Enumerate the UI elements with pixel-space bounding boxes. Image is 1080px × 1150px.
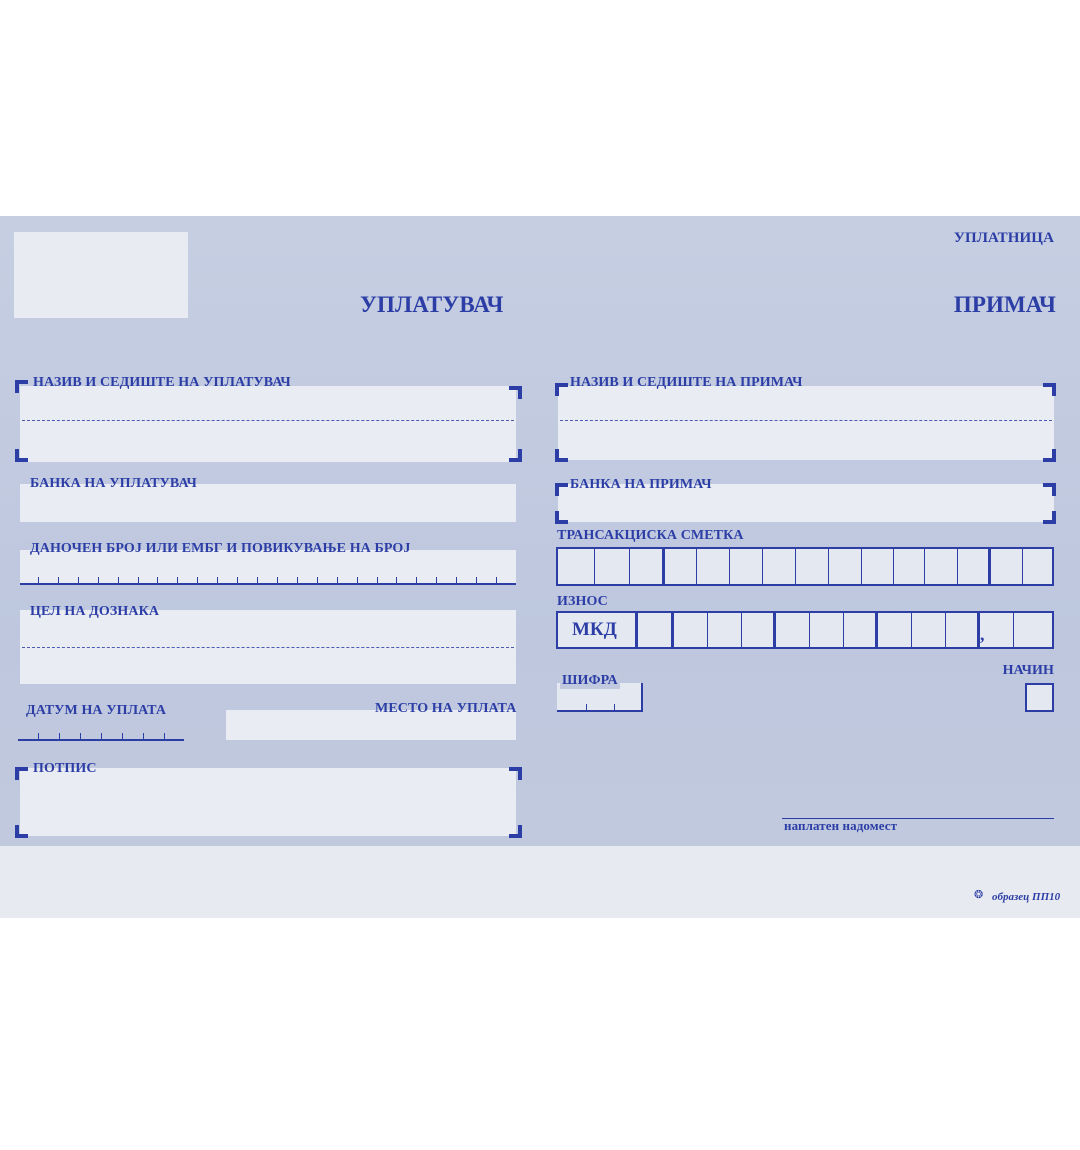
payment-slip-form [0,216,1080,918]
account-label: ТРАНСАКЦИСКА СМЕТКА [557,528,744,543]
corner-mark [555,483,568,496]
digit-cell[interactable] [878,613,912,647]
tick-mark [143,733,144,739]
printer-logo-icon: ❂ [974,889,984,901]
tick-mark [164,733,165,739]
digit-cell[interactable] [862,549,894,584]
tick-mark [38,733,39,739]
digit-cell[interactable] [665,549,698,584]
purpose-divider [22,647,514,648]
digit-cell[interactable] [844,613,878,647]
tax-number-baseline [20,583,516,585]
tick-mark [436,577,437,583]
tax-number-label: ДАНОЧЕН БРОЈ ИЛИ ЕМБГ И ПОВИКУВАЊЕ НА БРОЈ [30,541,411,556]
signature-label: ПОТПИС [33,761,97,776]
tick-mark [496,577,497,583]
corner-mark [509,825,522,838]
fee-label: наплатен надомест [784,818,898,833]
digit-cell[interactable] [912,613,946,647]
tick-mark [257,577,258,583]
corner-mark [509,386,522,399]
corner-mark [1043,511,1056,524]
corner-mark [1043,383,1056,396]
tick-mark [317,577,318,583]
method-label: НАЧИН [1002,663,1054,678]
payer-name-label: НАЗИВ И СЕДИШТЕ НА УПЛАТУВАЧ [33,375,291,390]
corner-mark [15,380,28,393]
tick-mark [59,733,60,739]
currency-label: МКД [572,619,617,640]
date-label: ДАТУМ НА УПЛАТА [26,703,167,718]
digit-cell[interactable] [1023,549,1052,584]
digit-cell[interactable] [829,549,862,584]
digit-cell[interactable] [558,549,595,584]
tick-mark [416,577,417,583]
digit-cell[interactable] [730,549,763,584]
date-baseline [18,739,184,741]
digit-cell[interactable] [742,613,776,647]
tick-mark [78,577,79,583]
recipient-bank-label: БАНКА НА ПРИМАЧ [570,477,712,492]
corner-mark [15,767,28,780]
digit-cell[interactable] [630,549,665,584]
code-label: ШИФРА [562,673,618,688]
tick-mark [58,577,59,583]
recipient-name-field[interactable] [558,386,1054,460]
tick-mark [38,577,39,583]
recipient-name-label: НАЗИВ И СЕДИШТЕ НА ПРИМАЧ [570,375,803,390]
tick-mark [177,577,178,583]
tick-mark [297,577,298,583]
tick-mark [157,577,158,583]
form-title: УПЛАТНИЦА [953,230,1054,246]
payer-heading: УПЛАТУВАЧ [360,292,504,317]
digit-cell[interactable] [595,549,630,584]
tick-mark [101,733,102,739]
payer-name-divider [22,420,514,421]
recipient-name-divider [560,420,1052,421]
recipient-heading: ПРИМАЧ [953,292,1056,317]
corner-mark [15,449,28,462]
corner-mark [1043,483,1056,496]
purpose-label: ЦЕЛ НА ДОЗНАКА [30,604,160,619]
amount-label: ИЗНОС [557,594,608,609]
tick-mark [277,577,278,583]
place-label: МЕСТО НА УПЛАТА [375,701,517,716]
corner-mark [15,825,28,838]
tick-mark [80,733,81,739]
payer-name-field[interactable] [20,386,516,462]
tick-mark [138,577,139,583]
tick-mark [118,577,119,583]
payer-bank-label: БАНКА НА УПЛАТУВАЧ [30,476,197,491]
digit-cell[interactable] [763,549,796,584]
form-id: образец ПП10 [992,891,1061,903]
stamp-area [14,232,188,318]
digit-cell[interactable] [674,613,708,647]
bottom-strip [0,846,1080,918]
digit-cell[interactable] [980,613,1014,647]
digit-cell[interactable] [925,549,958,584]
tick-mark [456,577,457,583]
account-number-grid[interactable] [556,547,1054,586]
tick-mark [337,577,338,583]
tick-mark [98,577,99,583]
signature-field[interactable] [20,768,516,836]
code-tick [614,704,615,710]
code-tick [586,704,587,710]
corner-mark [555,511,568,524]
digit-cell[interactable] [708,613,742,647]
tick-mark [377,577,378,583]
digit-cell[interactable] [810,613,844,647]
digit-cell[interactable] [991,549,1023,584]
digit-cell[interactable] [946,613,980,647]
digit-cell[interactable] [638,613,674,647]
digit-cell[interactable] [958,549,991,584]
tick-mark [476,577,477,583]
tick-mark [217,577,218,583]
corner-mark [509,449,522,462]
tick-mark [122,733,123,739]
digit-cell[interactable] [1014,613,1048,647]
decimal-comma: , [980,624,985,644]
tick-mark [396,577,397,583]
tick-mark [237,577,238,583]
tick-mark [357,577,358,583]
corner-mark [555,383,568,396]
tick-mark [197,577,198,583]
digit-cell[interactable] [796,549,829,584]
method-field[interactable] [1025,683,1054,712]
digit-cell[interactable] [697,549,730,584]
corner-mark [1043,449,1056,462]
digit-cell[interactable] [894,549,926,584]
corner-mark [509,767,522,780]
digit-cell[interactable] [776,613,810,647]
corner-mark [555,449,568,462]
